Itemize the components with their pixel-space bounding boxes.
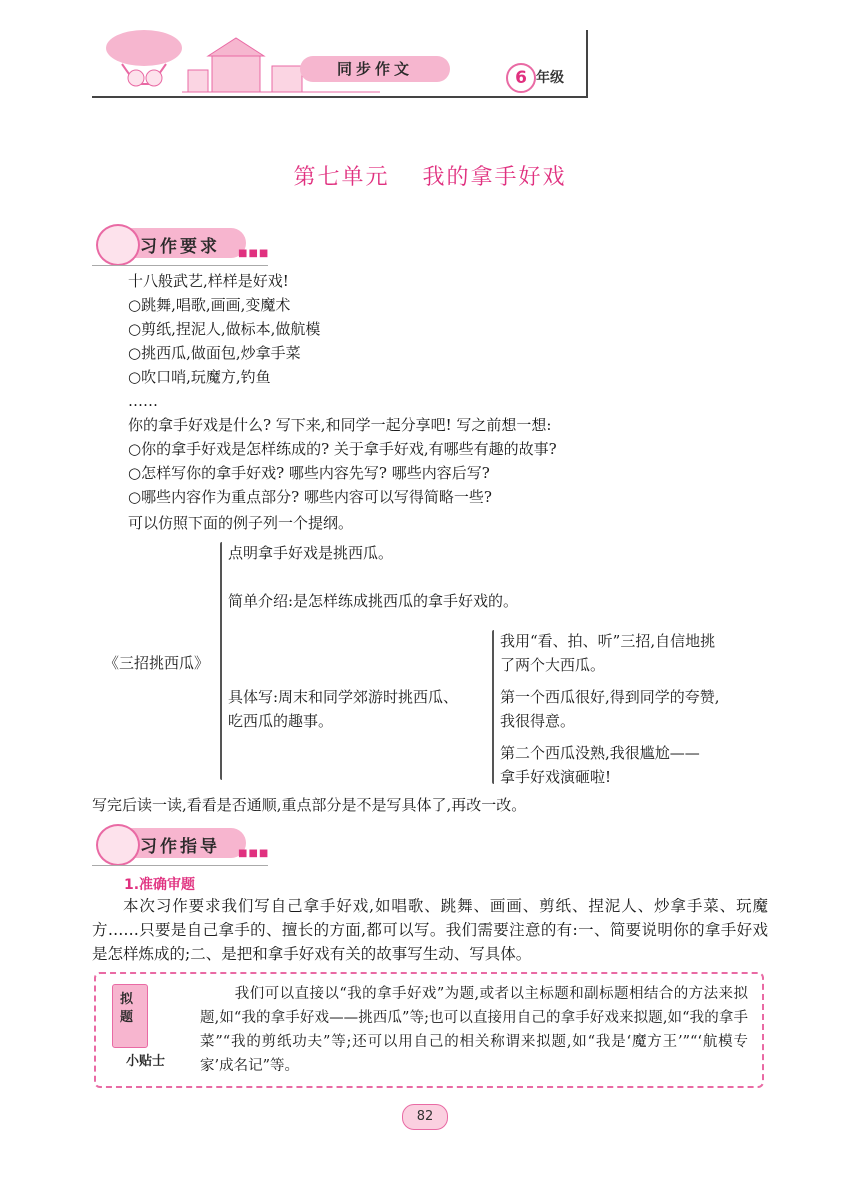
outline-brace-sub (492, 630, 494, 784)
tip-label-text: 小贴士 (126, 1054, 166, 1069)
mascot-icon (96, 224, 140, 266)
brand-title: 同步作文 (300, 56, 450, 82)
header-rule (92, 96, 588, 98)
tip-label-char: 拟 (120, 992, 134, 1007)
grade-number: 6 (506, 63, 536, 93)
tip-text: 我们可以直接以“我的拿手好戏”为题,或者以主标题和副标题相结合的方法来拟题,如“我的拿手好戏——挑西瓜”等;也可以直接用自己的拿手好戏来拟题,如“我的拿手菜”“我的剪纸功夫”等;还可以用自己的相关称谓来拟题,如“我是‘魔方王’”“‘航模专家’成名记”等。 (200, 986, 748, 1074)
outline-root: 《三招挑西瓜》 (104, 654, 210, 672)
req-line: …… (128, 392, 158, 410)
req-line: ○吹口哨,玩魔方,钓鱼 (128, 368, 271, 386)
banner-dots: ■■■ (238, 848, 270, 859)
tip-label (110, 984, 188, 1070)
tip-label-char: 题 (120, 1010, 134, 1025)
outline-subitem: 我很得意。 (500, 712, 576, 730)
unit-title: 第七单元 我的拿手好戏 (293, 165, 567, 190)
grade-label: 年级 (536, 70, 564, 86)
guidance-paragraph: 本次习作要求我们写自己拿手好戏,如唱歌、跳舞、画画、剪纸、捏泥人、炒拿手菜、玩魔方……只要是自己拿手的、擅长的方面,都可以写。我们需要注意的有:一、简要说明你的拿手好戏是怎样炼成的;二、是把和拿手好戏有关的故事写生动、写具体。 (92, 897, 768, 963)
outline-subitem: 我用“看、拍、听”三招,自信地挑 (500, 632, 716, 650)
banner-dots: ■■■ (238, 248, 270, 259)
req-line: ○哪些内容作为重点部分? 哪些内容可以写得简略一些? (128, 488, 492, 506)
req-line: ○剪纸,捏泥人,做标本,做航模 (128, 320, 321, 338)
outline-item: 点明拿手好戏是挑西瓜。 (228, 544, 394, 562)
section-banner-guidance (92, 822, 268, 864)
banner-title: 习作要求 (140, 237, 220, 257)
outline-brace-main (220, 542, 222, 780)
outline-item: 具体写:周末和同学郊游时挑西瓜、 (228, 688, 459, 706)
page-number: 82 (402, 1104, 448, 1130)
section-banner-requirements (92, 222, 268, 264)
req-line: ○跳舞,唱歌,画画,变魔术 (128, 296, 291, 314)
req-line: 十八般武艺,样样是好戏! (128, 272, 289, 290)
outline-subitem: 了两个大西瓜。 (500, 656, 606, 674)
step-title: 1.准确审题 (124, 877, 196, 893)
outline-subitem: 第二个西瓜没熟,我很尴尬—— (500, 744, 700, 762)
header-vertical-rule (586, 30, 588, 98)
outline-item: 简单介绍:是怎样练成挑西瓜的拿手好戏的。 (228, 592, 519, 610)
outline-item: 吃西瓜的趣事。 (228, 712, 334, 730)
req-line: ○挑西瓜,做面包,炒拿手菜 (128, 344, 301, 362)
req-line: ○你的拿手好戏是怎样练成的? 关于拿手好戏,有哪些有趣的故事? (128, 440, 557, 458)
outline-subitem: 拿手好戏演砸啦! (500, 768, 612, 786)
mascot-icon (96, 824, 140, 866)
req-line: 你的拿手好戏是什么? 写下来,和同学一起分享吧! 写之前想一想: (128, 416, 552, 434)
req-line: 可以仿照下面的例子列一个提纲。 (128, 514, 354, 532)
closing-line: 写完后读一读,看看是否通顺,重点部分是不是写具体了,再改一改。 (92, 796, 527, 814)
balloon-icon (106, 30, 182, 66)
outline-subitem: 第一个西瓜很好,得到同学的夸赞, (500, 688, 720, 706)
req-line: ○怎样写你的拿手好戏? 哪些内容先写? 哪些内容后写? (128, 464, 490, 482)
banner-title: 习作指导 (140, 837, 220, 857)
